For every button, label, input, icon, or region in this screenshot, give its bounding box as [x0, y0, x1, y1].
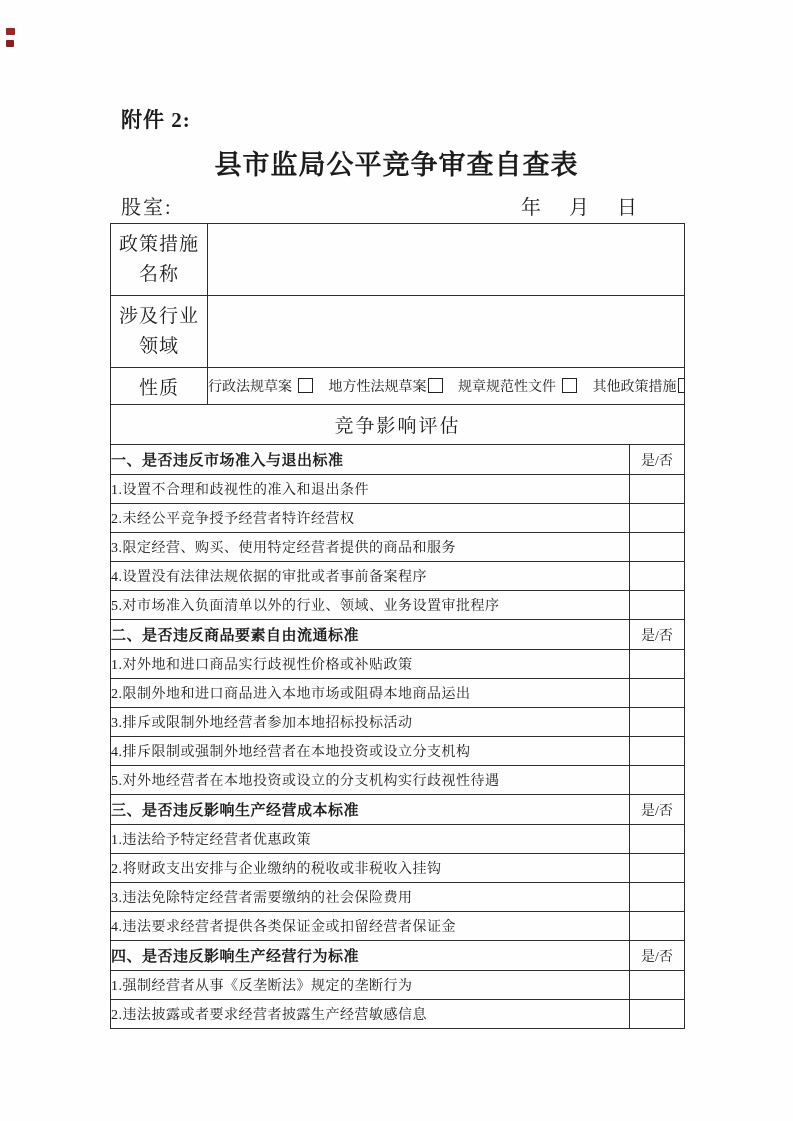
nature-row [111, 368, 685, 405]
item-row [111, 1000, 685, 1029]
item-row [111, 883, 685, 912]
section-header-row [111, 941, 685, 971]
item-text: 3.限定经营、购买、使用特定经营者提供的商品和服务 [111, 533, 630, 562]
nature-options-cell [208, 368, 685, 405]
nature-option-label: 其他政策措施 [592, 380, 677, 395]
nature-option [329, 380, 443, 395]
nature-label: 性质 [111, 368, 208, 405]
item-row [111, 766, 685, 795]
answer-cell [630, 825, 685, 854]
item-text: 1.强制经营者从事《反垄断法》规定的垄断行为 [111, 971, 630, 1000]
item-row [111, 650, 685, 679]
checkbox-icon [562, 378, 577, 393]
yes-no-header: 是/否 [630, 620, 685, 650]
industry-field-value-cell [208, 296, 685, 368]
attachment-label: 附件 2: [121, 108, 191, 132]
item-row [111, 737, 685, 766]
section-header-row [111, 445, 685, 475]
item-text: 2.将财政支出安排与企业缴纳的税收或非税收入挂钩 [111, 854, 630, 883]
checkbox-icon [678, 378, 685, 393]
nature-option-label: 地方性法规草案 [328, 380, 427, 395]
item-text: 2.未经公平竞争授予经营者特许经营权 [111, 504, 630, 533]
evaluation-header-row [111, 405, 685, 445]
item-text: 4.设置没有法律法规依据的审批或者事前备案程序 [111, 562, 630, 591]
item-row [111, 591, 685, 620]
evaluation-header: 竞争影响评估 [111, 405, 685, 445]
item-text: 1.违法给予特定经营者优惠政策 [111, 825, 630, 854]
self-inspection-form-table [110, 223, 685, 1029]
section-title: 一、是否违反市场准入与退出标准 [111, 445, 630, 475]
section-title: 三、是否违反影响生产经营成本标准 [111, 795, 630, 825]
red-scan-artifact [6, 40, 14, 47]
item-text: 4.违法要求经营者提供各类保证金或扣留经营者保证金 [111, 912, 630, 941]
answer-cell [630, 737, 685, 766]
nature-option [593, 380, 685, 395]
answer-cell [630, 854, 685, 883]
policy-name-label-line1: 政策措施 [118, 233, 199, 255]
section-title: 二、是否违反商品要素自由流通标准 [111, 620, 630, 650]
answer-cell [630, 650, 685, 679]
item-row [111, 679, 685, 708]
section-header-row [111, 620, 685, 650]
date-line [521, 191, 637, 220]
item-text: 4.排斥限制或强制外地经营者在本地投资或设立分支机构 [111, 737, 630, 766]
answer-cell [630, 912, 685, 941]
item-row [111, 854, 685, 883]
item-row [111, 912, 685, 941]
item-row [111, 971, 685, 1000]
item-row [111, 475, 685, 504]
answer-cell [630, 1000, 685, 1029]
policy-name-label [111, 224, 208, 296]
industry-field-row [111, 296, 685, 368]
day-label: 日 [617, 197, 637, 219]
answer-cell [630, 562, 685, 591]
industry-field-label-line1: 涉及行业 [118, 305, 199, 327]
department-label: 股室: [121, 197, 173, 219]
item-text: 2.限制外地和进口商品进入本地市场或阻碍本地商品运出 [111, 679, 630, 708]
year-label: 年 [521, 197, 541, 219]
policy-name-label-line2: 名称 [138, 263, 179, 285]
item-text: 3.违法免除特定经营者需要缴纳的社会保险费用 [111, 883, 630, 912]
checkbox-icon [428, 378, 443, 393]
industry-field-label-line2: 领域 [138, 335, 179, 357]
answer-cell [630, 971, 685, 1000]
policy-name-row [111, 224, 685, 296]
item-row [111, 504, 685, 533]
nature-option [208, 380, 313, 395]
checkbox-icon [298, 378, 313, 393]
nature-option [458, 380, 577, 395]
page-title: 县市监局公平竞争审查自查表 [214, 150, 579, 180]
answer-cell [630, 883, 685, 912]
answer-cell [630, 504, 685, 533]
item-row [111, 562, 685, 591]
nature-option-label: 行政法规草案 [208, 380, 292, 395]
answer-cell [630, 533, 685, 562]
item-text: 5.对市场准入负面清单以外的行业、领域、业务设置审批程序 [111, 591, 630, 620]
item-text: 2.违法披露或者要求经营者披露生产经营敏感信息 [111, 1000, 630, 1029]
answer-cell [630, 708, 685, 737]
item-row [111, 533, 685, 562]
item-text: 1.设置不合理和歧视性的准入和退出条件 [111, 475, 630, 504]
answer-cell [630, 679, 685, 708]
item-row [111, 825, 685, 854]
yes-no-header: 是/否 [630, 795, 685, 825]
policy-name-value-cell [208, 224, 685, 296]
answer-cell [630, 475, 685, 504]
item-text: 3.排斥或限制外地经营者参加本地招标投标活动 [111, 708, 630, 737]
item-row [111, 708, 685, 737]
industry-field-label [111, 296, 208, 368]
answer-cell [630, 766, 685, 795]
section-header-row [111, 795, 685, 825]
yes-no-header: 是/否 [630, 941, 685, 971]
red-scan-artifact [6, 28, 15, 35]
month-label: 月 [569, 197, 589, 219]
answer-cell [630, 591, 685, 620]
nature-option-label: 规章规范性文件 [458, 380, 556, 395]
section-title: 四、是否违反影响生产经营行为标准 [111, 941, 630, 971]
item-text: 5.对外地经营者在本地投资或设立的分支机构实行歧视性待遇 [111, 766, 630, 795]
yes-no-header: 是/否 [630, 445, 685, 475]
item-text: 1.对外地和进口商品实行歧视性价格或补贴政策 [111, 650, 630, 679]
